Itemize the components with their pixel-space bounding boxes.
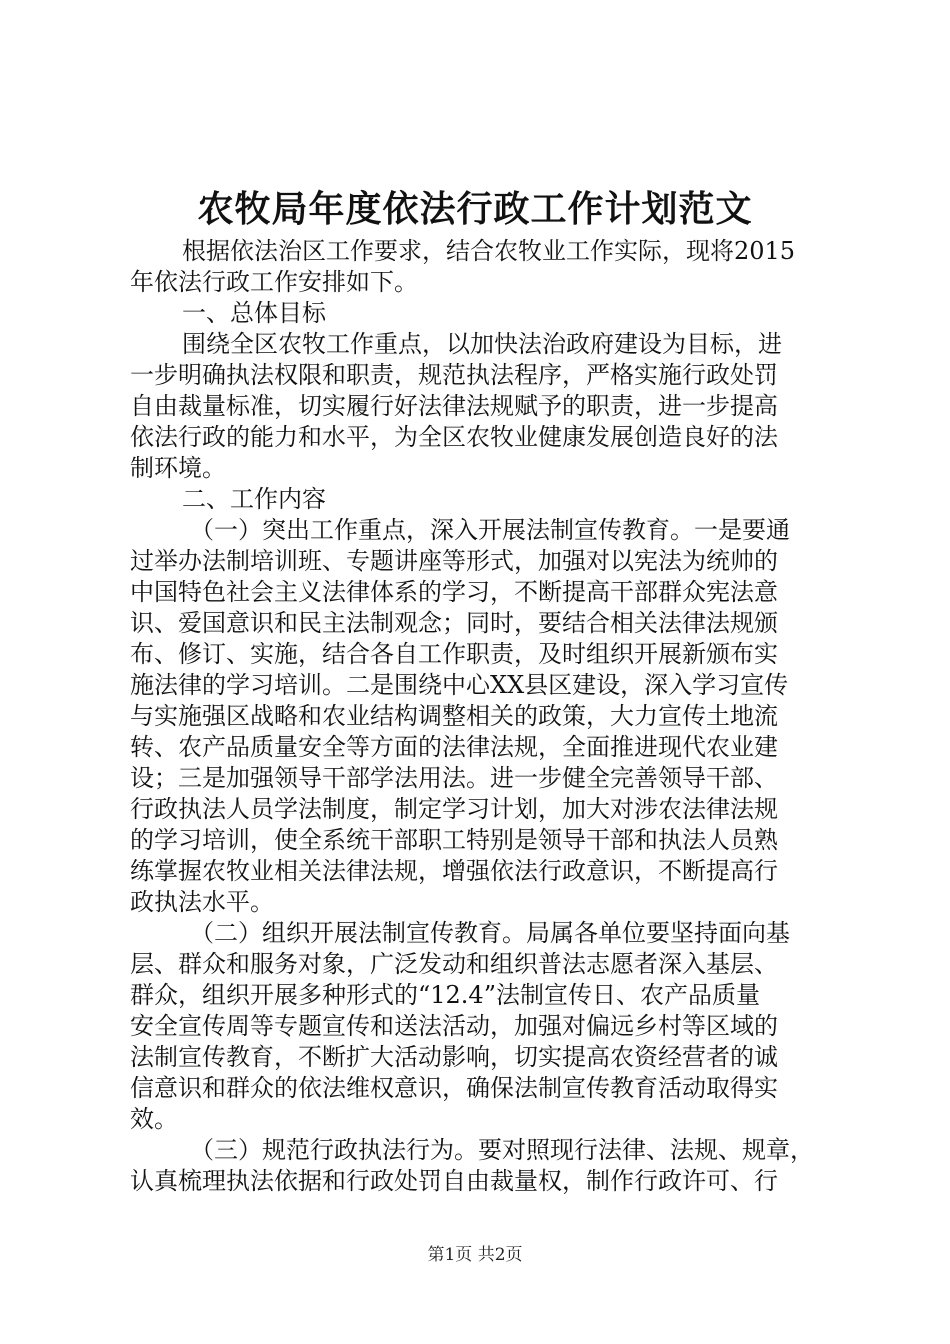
paragraph-line: （一）突出工作重点，深入开展法制宣传教育。一是要通 — [190, 516, 790, 544]
paragraph-line: 政执法水平。 — [130, 888, 274, 916]
document-body — [130, 236, 825, 1197]
paragraph-line: 练掌握农牧业相关法律法规，增强依法行政意识，不断提高行 — [130, 857, 778, 885]
paragraph-line: 中国特色社会主义法律体系的学习，不断提高干部群众宪法意 — [130, 578, 778, 606]
paragraph-line: 转、农产品质量安全等方面的法律法规，全面推进现代农业建 — [130, 733, 778, 761]
paragraph-line: 一步明确执法权限和职责，规范执法程序，严格实施行政处罚 — [130, 361, 778, 389]
paragraph-line: 与实施强区战略和农业结构调整相关的政策，大力宣传土地流 — [130, 702, 778, 730]
paragraph-line: 围绕全区农牧工作重点，以加快法治政府建设为目标，进 — [182, 330, 782, 358]
paragraph-line: 法制宣传教育，不断扩大活动影响，切实提高农资经营者的诚 — [130, 1043, 778, 1071]
section-heading: 一、总体目标 — [182, 299, 326, 327]
paragraph-line: 根据依法治区工作要求，结合农牧业工作实际，现将2015 — [182, 237, 796, 265]
section-heading: 二、工作内容 — [182, 485, 326, 513]
paragraph-line: 的学习培训，使全系统干部职工特别是领导干部和执法人员熟 — [130, 826, 778, 854]
paragraph-line: 过举办法制培训班、专题讲座等形式，加强对以宪法为统帅的 — [130, 547, 778, 575]
paragraph-line: （三）规范行政执法行为。要对照现行法律、法规、规章， — [190, 1136, 814, 1164]
paragraph-line: 自由裁量标准，切实履行好法律法规赋予的职责，进一步提高 — [130, 392, 778, 420]
paragraph-line: 行政执法人员学法制度，制定学习计划，加大对涉农法律法规 — [130, 795, 778, 823]
paragraph-line: 设；三是加强领导干部学法用法。进一步健全完善领导干部、 — [130, 764, 778, 792]
paragraph-line: 安全宣传周等专题宣传和送法活动，加强对偏远乡村等区域的 — [130, 1012, 778, 1040]
paragraph-line: 制环境。 — [130, 454, 226, 482]
paragraph-line: 依法行政的能力和水平，为全区农牧业健康发展创造良好的法 — [130, 423, 778, 451]
paragraph-line: 信意识和群众的依法维权意识，确保法制宣传教育活动取得实 — [130, 1074, 778, 1102]
paragraph-line: 层、群众和服务对象，广泛发动和组织普法志愿者深入基层、 — [130, 950, 778, 978]
paragraph-line: 施法律的学习培训。二是围绕中心XX县区建设，深入学习宣传 — [130, 671, 789, 699]
paragraph-line: （二）组织开展法制宣传教育。局属各单位要坚持面向基 — [190, 919, 790, 947]
paragraph-line: 群众，组织开展多种形式的“12.4”法制宣传日、农产品质量 — [130, 981, 760, 1009]
paragraph-line: 布、修订、实施，结合各自工作职责，及时组织开展新颁布实 — [130, 640, 778, 668]
paragraph-line: 识、爱国意识和民主法制观念；同时，要结合相关法律法规颁 — [130, 609, 778, 637]
document-title: 农牧局年度依法行政工作计划范文 — [197, 188, 753, 230]
paragraph-line: 年依法行政工作安排如下。 — [130, 268, 418, 296]
paragraph-line: 效。 — [130, 1105, 178, 1133]
paragraph-line: 认真梳理执法依据和行政处罚自由裁量权，制作行政许可、行 — [130, 1167, 778, 1195]
page-footer: 第1页 共2页 — [427, 1245, 523, 1265]
